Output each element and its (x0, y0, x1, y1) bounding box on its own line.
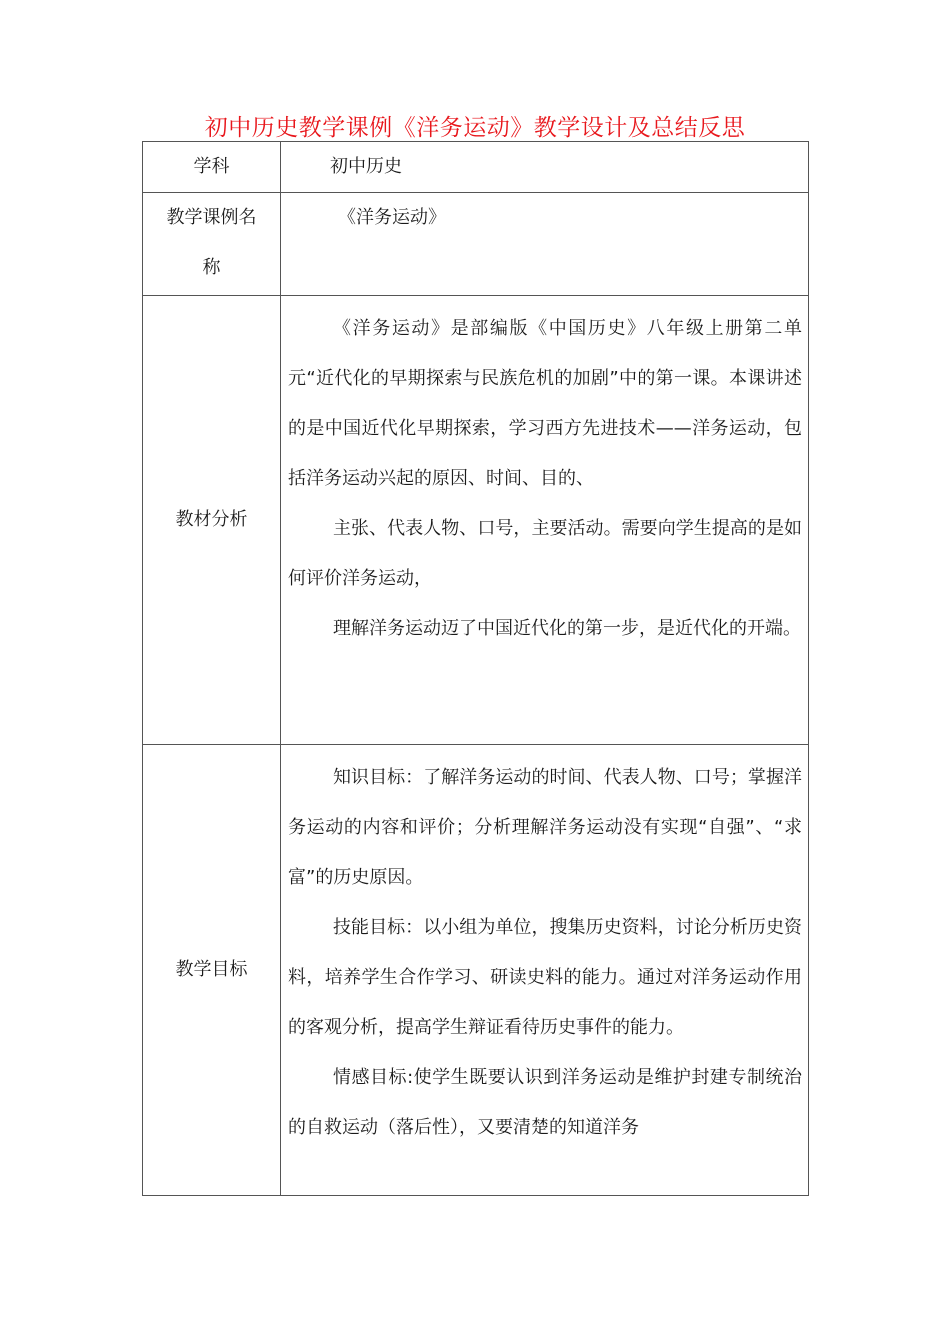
table-row-subject (143, 142, 809, 193)
subject-label: 学科 (143, 142, 281, 193)
teaching-goals-paragraph-1: 知识目标：了解洋务运动的时间、代表人物、口号；掌握洋务运动的内容和评价；分析理解洋务运动没有实现“自强”、“求富”的历史原因。 (288, 767, 802, 888)
course-name-label-line2: 称 (202, 257, 221, 278)
teaching-goals-label: 教学目标 (143, 745, 281, 1196)
course-name-label (143, 193, 281, 296)
material-analysis-content (281, 296, 809, 745)
table-row-teaching-goals (143, 745, 809, 1196)
subject-value: 初中历史 (330, 156, 402, 177)
teaching-goals-paragraph-3: 情感目标:使学生既要认识到洋务运动是维护封建专制统治的自救运动（落后性），又要清楚的知道洋务 (288, 1067, 802, 1138)
course-name-label-line1: 教学课例名 (166, 207, 257, 228)
document-title: 初中历史教学课例《洋务运动》教学设计及总结反思 (204, 115, 746, 141)
material-analysis-paragraph-3: 理解洋务运动迈了中国近代化的第一步，是近代化的开端。 (333, 618, 801, 639)
teaching-goals-paragraph-2: 技能目标：以小组为单位，搜集历史资料，讨论分析历史资料，培养学生合作学习、研读史料的能力。通过对洋务运动作用的客观分析，提高学生辩证看待历史事件的能力。 (288, 917, 802, 1038)
lesson-plan-table (142, 141, 809, 1196)
teaching-goals-content (281, 745, 809, 1196)
course-name-value-cell (281, 193, 809, 296)
table-row-course-name (143, 193, 809, 296)
subject-value-cell (281, 142, 809, 193)
material-analysis-label: 教材分析 (143, 296, 281, 745)
material-analysis-paragraph-1: 《洋务运动》是部编版《中国历史》八年级上册第二单元“近代化的早期探索与民族危机的加剧”中的第一课。本课讲述的是中国近代化早期探索，学习西方先进技术——洋务运动，包括洋务运动兴起的原因、时间、目的、 (288, 318, 802, 489)
table-row-material-analysis (143, 296, 809, 745)
course-name-value: 《洋务运动》 (338, 207, 446, 228)
material-analysis-paragraph-2: 主张、代表人物、口号，主要活动。需要向学生提高的是如何评价洋务运动， (288, 518, 802, 589)
